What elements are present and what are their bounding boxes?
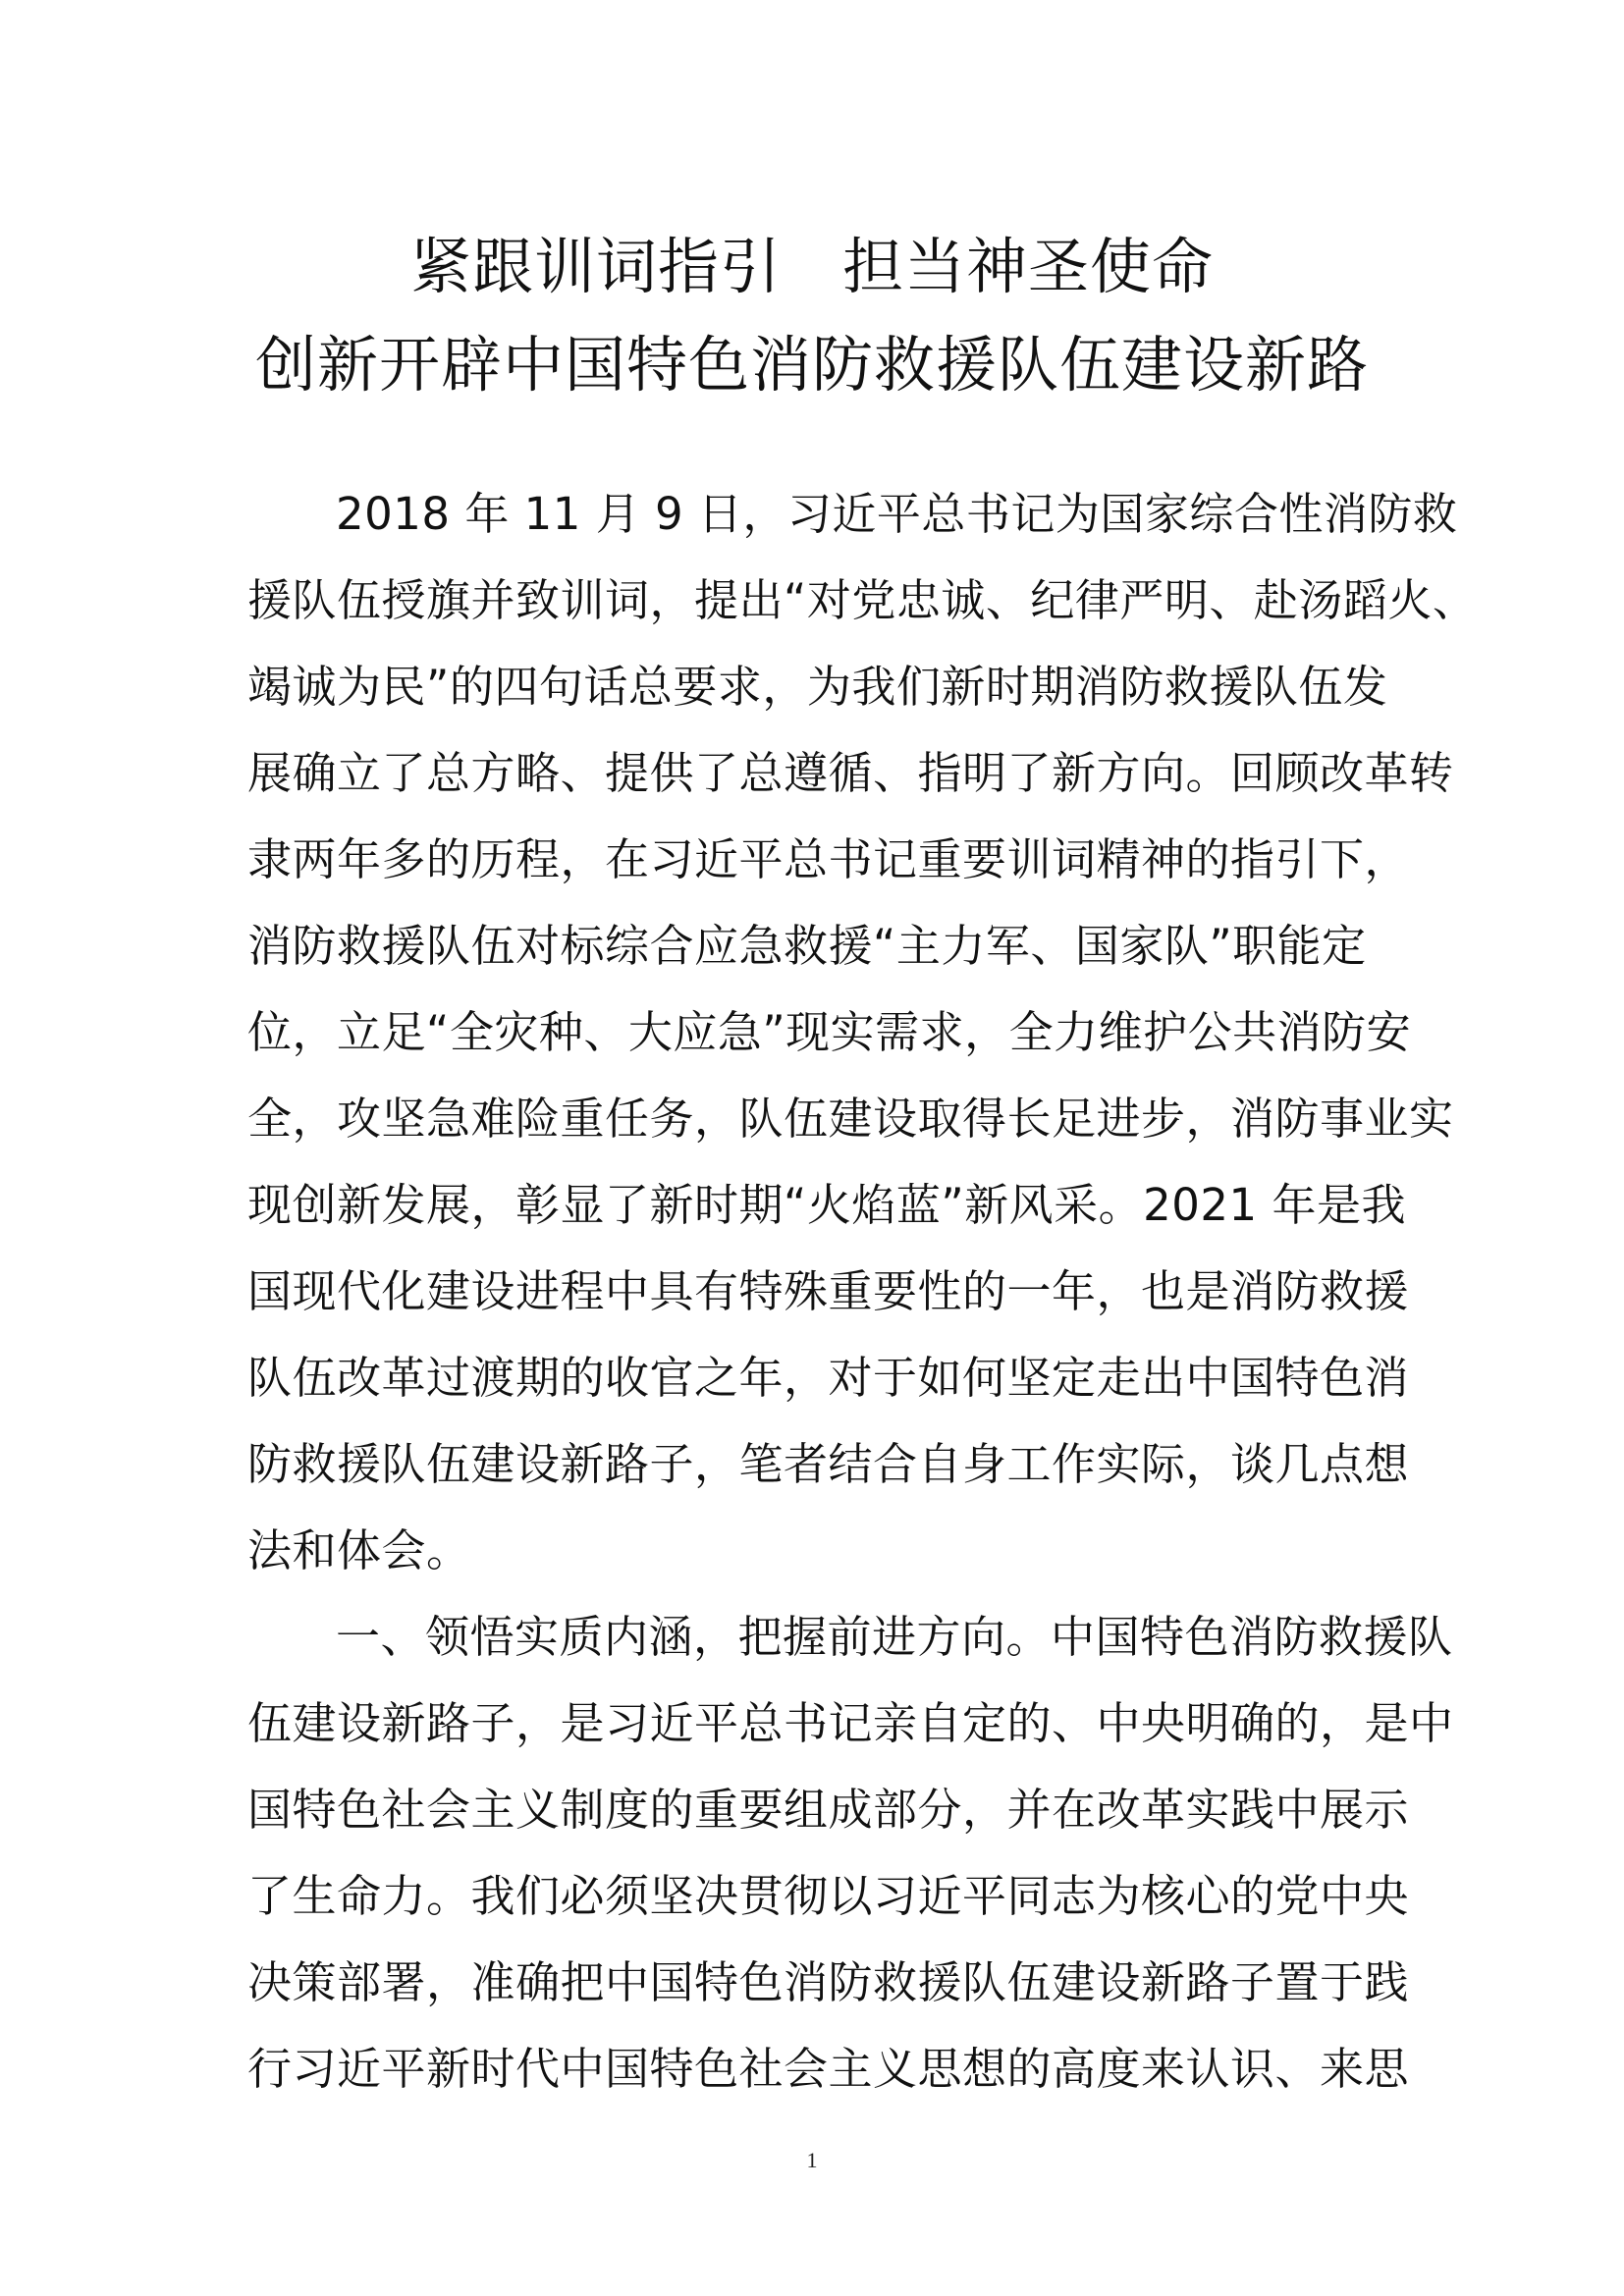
paragraph-line: 展确立了总方略、提供了总遵循、指明了新方向。回顾改革转 [247,747,1454,799]
title-line-1: 紧跟训词指引 担当神圣使命 [409,231,1215,302]
paragraph-line: 决策部署，准确把中国特色消防救援队伍建设新路子置于践 [247,1956,1410,2008]
paragraph-line: 防救援队伍建设新路子，笔者结合自身工作实际，谈几点想 [247,1438,1410,1490]
paragraph-line: 一、领悟实质内涵，把握前进方向。中国特色消防救援队 [336,1611,1453,1663]
body-text [247,471,1478,2112]
paragraph-line: 2018 年 11 月 9 日，习近平总书记为国家综合性消防救 [336,488,1458,540]
paragraph-line: 援队伍授旗并致训词，提出“对党忠诚、纪律严明、赴汤蹈火、 [247,574,1478,626]
paragraph-line: 队伍改革过渡期的收官之年，对于如何坚定走出中国特色消 [247,1352,1410,1404]
paragraph-line: 了生命力。我们必须坚决贯彻以习近平同志为核心的党中央 [247,1870,1410,1922]
paragraph-line: 国现代化建设进程中具有特殊重要性的一年，也是消防救援 [247,1265,1410,1317]
paragraph-line: 消防救援队伍对标综合应急救援“主力军、国家队”职能定 [247,920,1367,972]
paragraph-line: 位，立足“全灾种、大应急”现实需求，全力维护公共消防安 [247,1006,1412,1058]
paragraph-line: 全，攻坚急难险重任务，队伍建设取得长足进步，消防事业实 [247,1093,1454,1145]
paragraph-line: 竭诚为民”的四句话总要求，为我们新时期消防救援队伍发 [247,661,1388,713]
paragraph-line: 行习近平新时代中国特色社会主义思想的高度来认识、来思 [247,2043,1410,2095]
paragraph-line: 国特色社会主义制度的重要组成部分，并在改革实践中展示 [247,1784,1410,1836]
title-line-2: 创新开辟中国特色消防救援队伍建设新路 [254,329,1369,400]
page-number: 1 [806,2148,818,2172]
paragraph-line: 法和体会。 [247,1524,471,1576]
paragraph-line: 隶两年多的历程，在习近平总书记重要训词精神的指引下， [247,833,1410,885]
paragraph-line: 伍建设新路子，是习近平总书记亲自定的、中央明确的，是中 [247,1697,1454,1749]
paragraph-line: 现创新发展，彰显了新时期“火焰蓝”新风采。2021 年是我 [247,1179,1406,1231]
document-title [0,218,1624,414]
